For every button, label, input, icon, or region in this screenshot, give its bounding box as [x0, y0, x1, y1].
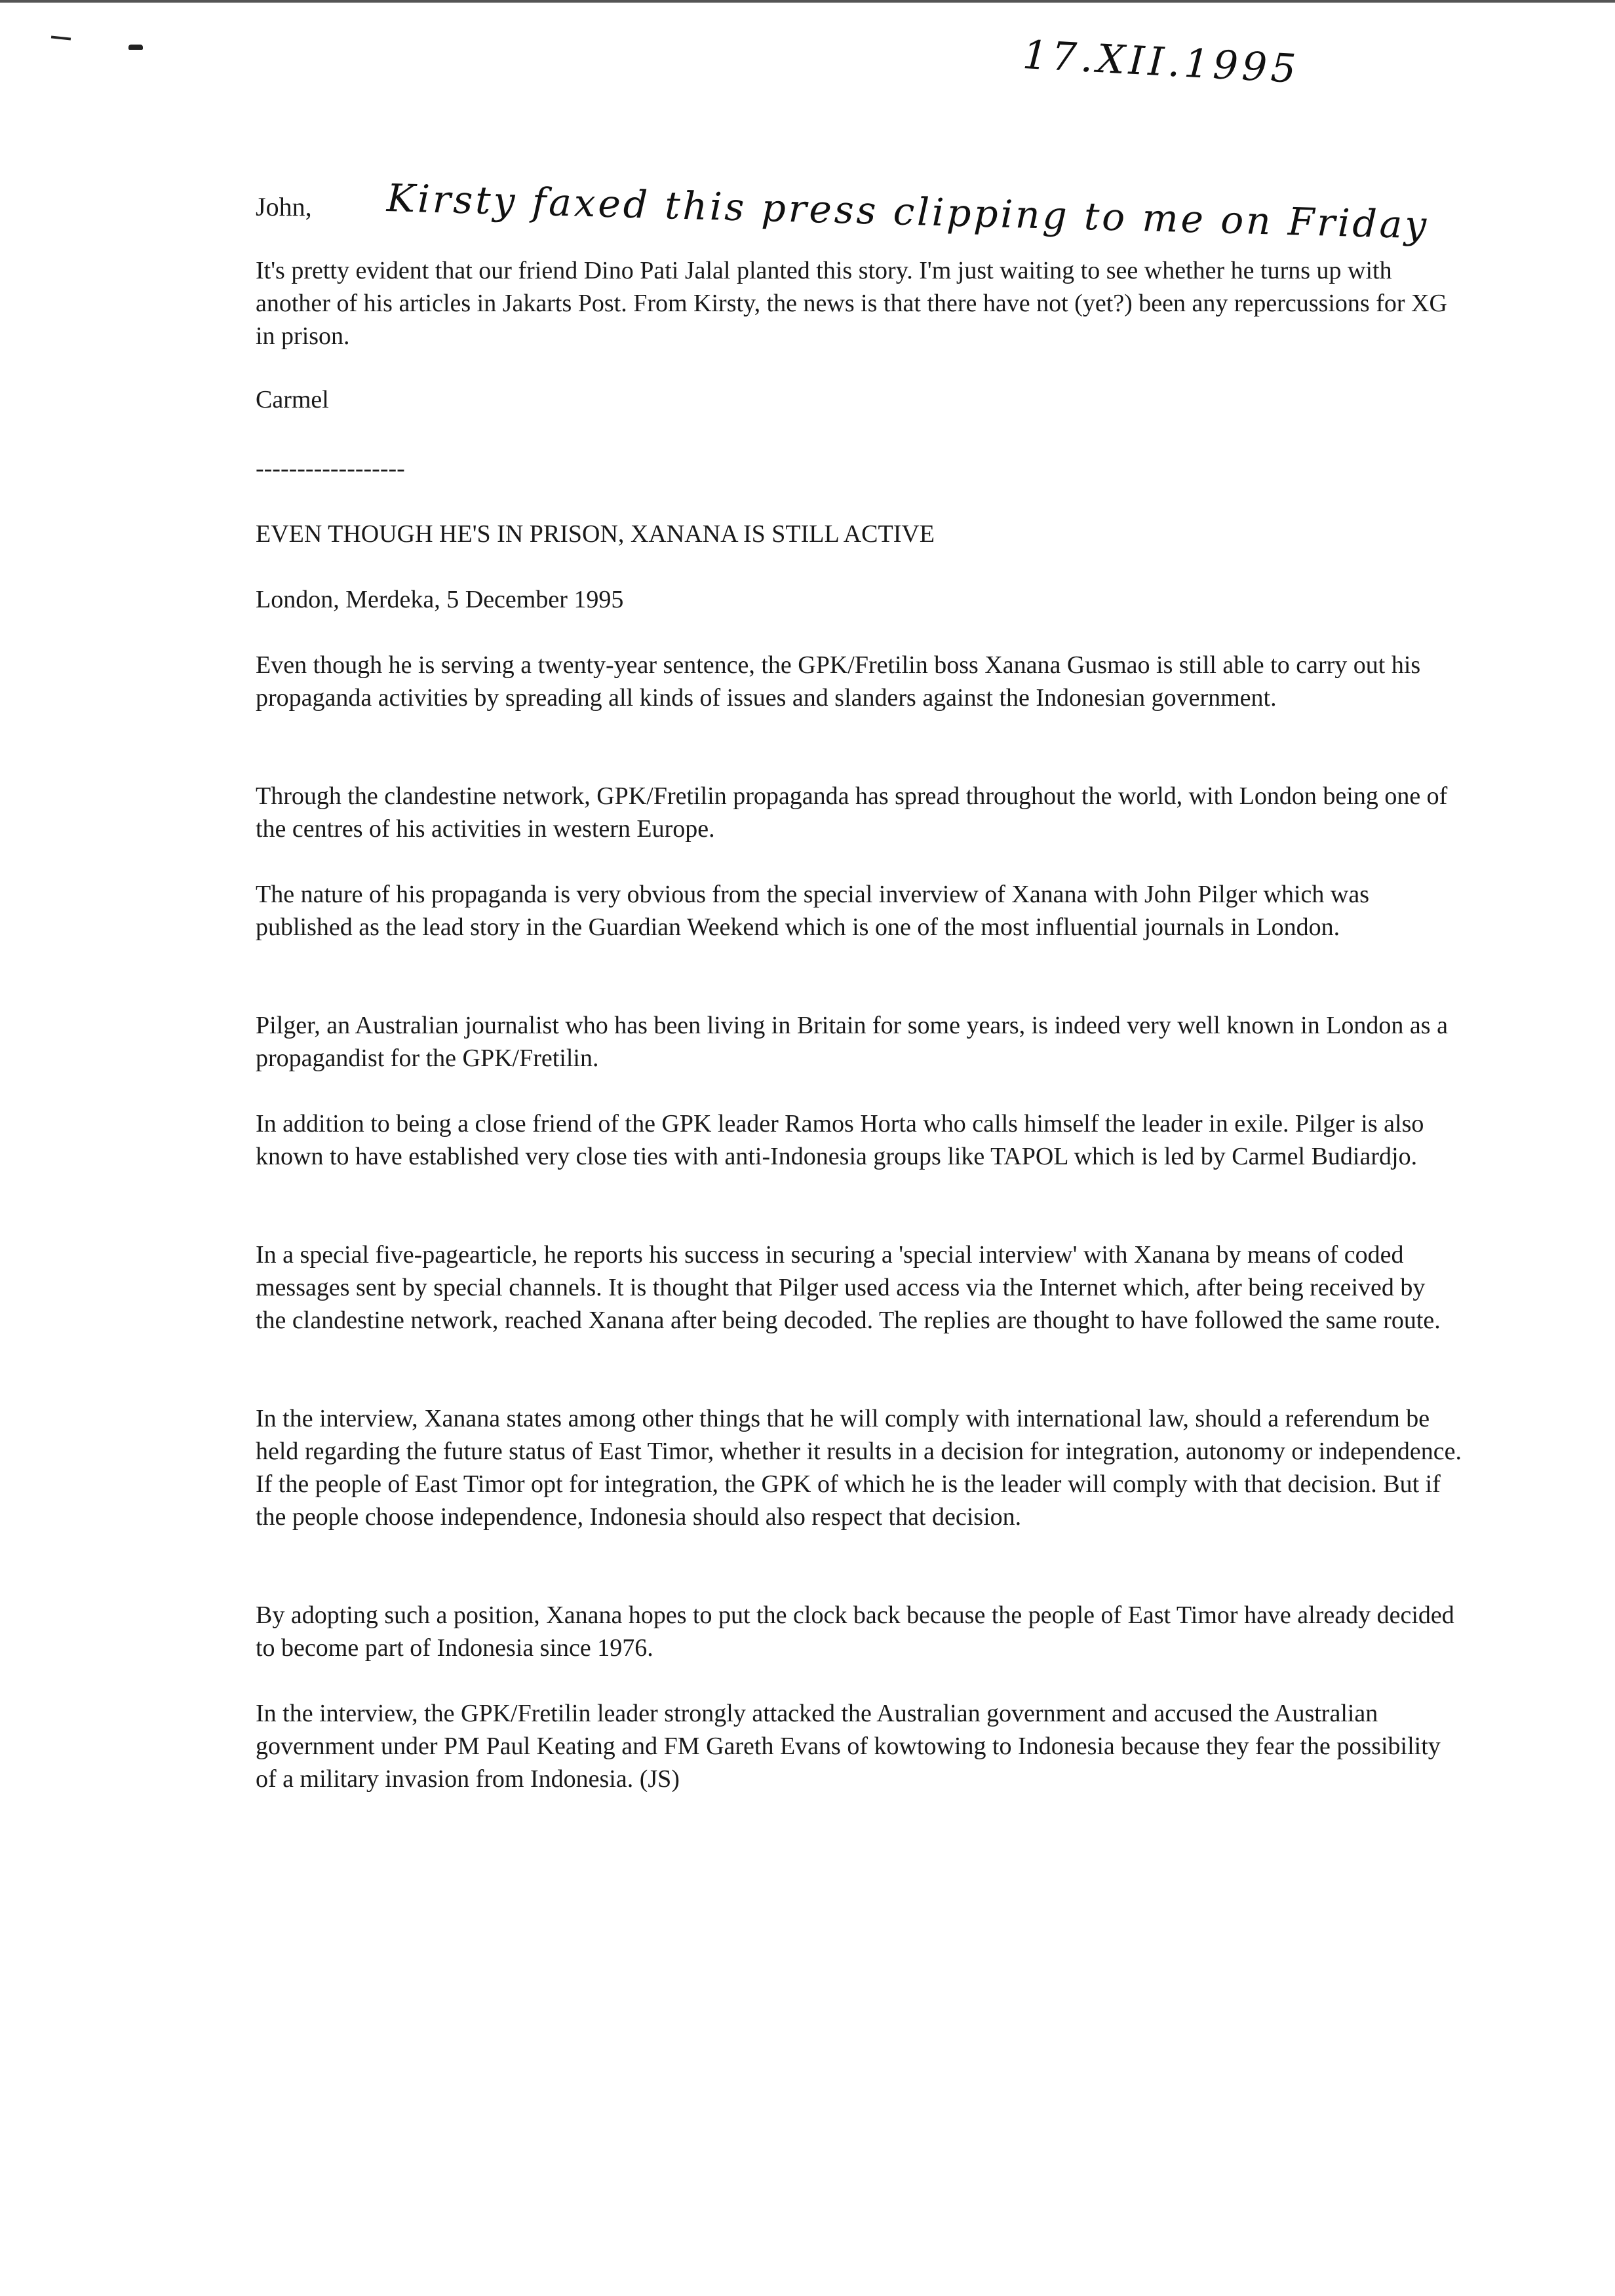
- letter-body: [256, 254, 1462, 353]
- scan-mark: [51, 35, 71, 40]
- article-paragraph: Pilger, an Australian journalist who has been living in Britain for some years, is indeed very well known in London as a propagandist for the GPK/Fretilin.: [256, 1012, 1448, 1072]
- letter-signature-block: [256, 383, 1462, 416]
- article-dateline-block: [256, 583, 1462, 616]
- letter-paragraph: It's pretty evident that our friend Dino Pati Jalal planted this story. I'm just waiting to see whether he turns up with another of his articles in Jakarts Post. From Kirsty, the news is that there have not (yet?) been any repercussions for XG in prison.: [256, 257, 1447, 350]
- handwritten-date: 17.XII.1995: [1021, 31, 1301, 93]
- article-paragraph-block: [256, 1402, 1462, 1533]
- article-paragraph: In the interview, the GPK/Fretilin leader strongly attacked the Australian government and accused the Australian government under PM Paul Keating and FM Gareth Evans of kowtowing to Indonesia because they fear the possibility of a military invasion from Indonesia. (JS): [256, 1700, 1441, 1793]
- article-paragraph-block: [256, 1107, 1462, 1173]
- scan-edge-line: [0, 0, 1615, 3]
- article-paragraph-block: [256, 649, 1462, 714]
- article-paragraph-block: [256, 1238, 1462, 1337]
- letter-salutation: John,: [256, 192, 312, 221]
- article-paragraph-block: [256, 1697, 1462, 1795]
- article-paragraph: In the interview, Xanana states among other things that he will comply with international law, should a referendum be held regarding the future status of East Timor, whether it results in a decision for integration, autonomy or independence. If the people of East Timor opt for integration, the GPK of which he is the leader will comply with that decision. But if the people choose independence, Indonesia should also respect that decision.: [256, 1405, 1462, 1531]
- separator-line: ------------------: [256, 455, 405, 482]
- letter-signature: Carmel: [256, 386, 329, 413]
- article-paragraph: In addition to being a close friend of the GPK leader Ramos Horta who calls himself the leader in exile. Pilger is also known to have established very close ties with anti-Indonesia groups like TAPOL which is led by Carmel Budiardjo.: [256, 1110, 1424, 1170]
- article-dateline: London, Merdeka, 5 December 1995: [256, 586, 624, 613]
- article-paragraph-block: [256, 780, 1462, 845]
- handwritten-note: Kirsty faxed this press clipping to me on Friday: [386, 176, 1430, 248]
- article-paragraph-block: [256, 1009, 1462, 1075]
- article-paragraph: In a special five-pagearticle, he reports his success in securing a 'special interview' with Xanana by means of coded messages sent by special channels. It is thought that Pilger used access via the Internet which, after being received by the clandestine network, reached Xanana after being decoded. The replies are thought to have followed the same route.: [256, 1241, 1441, 1334]
- scan-mark: [128, 45, 143, 50]
- article-headline-block: [256, 518, 1462, 550]
- article-paragraph: Even though he is serving a twenty-year sentence, the GPK/Fretilin boss Xanana Gusmao is still able to carry out his propaganda activities by spreading all kinds of issues and slanders against the Indonesian government.: [256, 651, 1421, 712]
- article-paragraph-block: [256, 878, 1462, 944]
- separator-block: [256, 452, 1462, 485]
- article-paragraph: The nature of his propaganda is very obvious from the special inverview of Xanana with John Pilger which was published as the lead story in the Guardian Weekend which is one of the most influential journals in London.: [256, 881, 1369, 941]
- article-paragraph: By adopting such a position, Xanana hopes to put the clock back because the people of East Timor have already decided to become part of Indonesia since 1976.: [256, 1601, 1454, 1662]
- article-headline: EVEN THOUGH HE'S IN PRISON, XANANA IS STILL ACTIVE: [256, 520, 935, 548]
- article-paragraph-block: [256, 1599, 1462, 1664]
- article-paragraph: Through the clandestine network, GPK/Fretilin propaganda has spread throughout the world, with London being one of the centres of his activities in western Europe.: [256, 782, 1448, 843]
